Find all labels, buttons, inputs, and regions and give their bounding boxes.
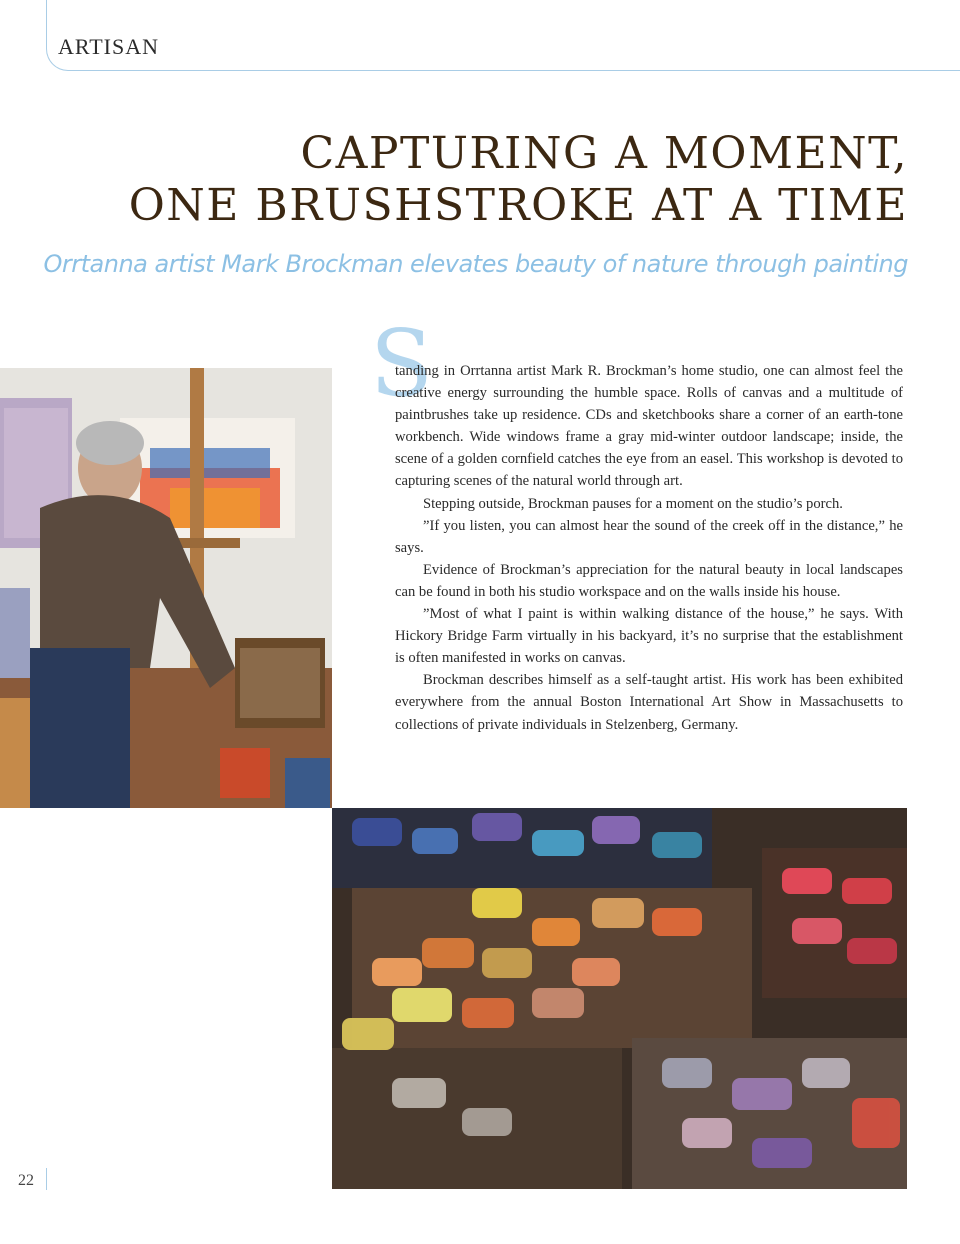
- headline-line-1: CAPTURING A MOMENT,: [300, 128, 908, 179]
- headline: [129, 128, 908, 232]
- headline-line-2: ONE BRUSHSTROKE AT A TIME: [128, 180, 908, 231]
- drop-cap: S: [370, 310, 434, 417]
- subhead: Orrtanna artist Mark Brockman elevates beauty of nature through painting: [43, 250, 908, 278]
- article-paragraph: Stepping outside, Brockman pauses for a moment on the studio’s porch.: [423, 495, 843, 512]
- article-paragraph: Brockman describes himself as a self-taught artist. His work has been exhibited everywhere from the annual Boston International Art Show in Massachusetts to collections of private individuals in Stelzenberg, Germany.: [395, 672, 903, 733]
- pastels-tray-photo: [332, 808, 907, 1189]
- article-paragraph: Evidence of Brockman’s appreciation for the natural beauty in local landscapes can be found in both his studio workspace and on the walls inside his house.: [395, 561, 903, 600]
- article-body: [395, 360, 903, 736]
- article-paragraph: ”Most of what I paint is within walking distance of the house,” he says. With Hickory Bridge Farm virtually in his backyard, it’s no surprise that the establishment is often manifested in works on canvas.: [395, 606, 903, 667]
- section-label: ARTISAN: [58, 34, 160, 59]
- artist-studio-photo: [0, 368, 332, 808]
- article-paragraph: ”If you listen, you can almost hear the sound of the creek off in the distance,” he says.: [395, 517, 903, 556]
- article-paragraph: tanding in Orrtanna artist Mark R. Brockman’s home studio, one can almost feel the creative energy surrounding the humble space. Rolls of canvas and a multitude of paintbrushes take up residence. CDs and sketchbooks share a corner of an earth-tone workbench. Wide windows frame a gray mid-winter outdoor landscape; inside, the scene of a golden cornfield catches the eye from an easel. This workshop is devoted to capturing scenes of the natural world through art.: [395, 363, 903, 490]
- header-rule: [46, 0, 960, 71]
- page-number: 22: [18, 1172, 34, 1189]
